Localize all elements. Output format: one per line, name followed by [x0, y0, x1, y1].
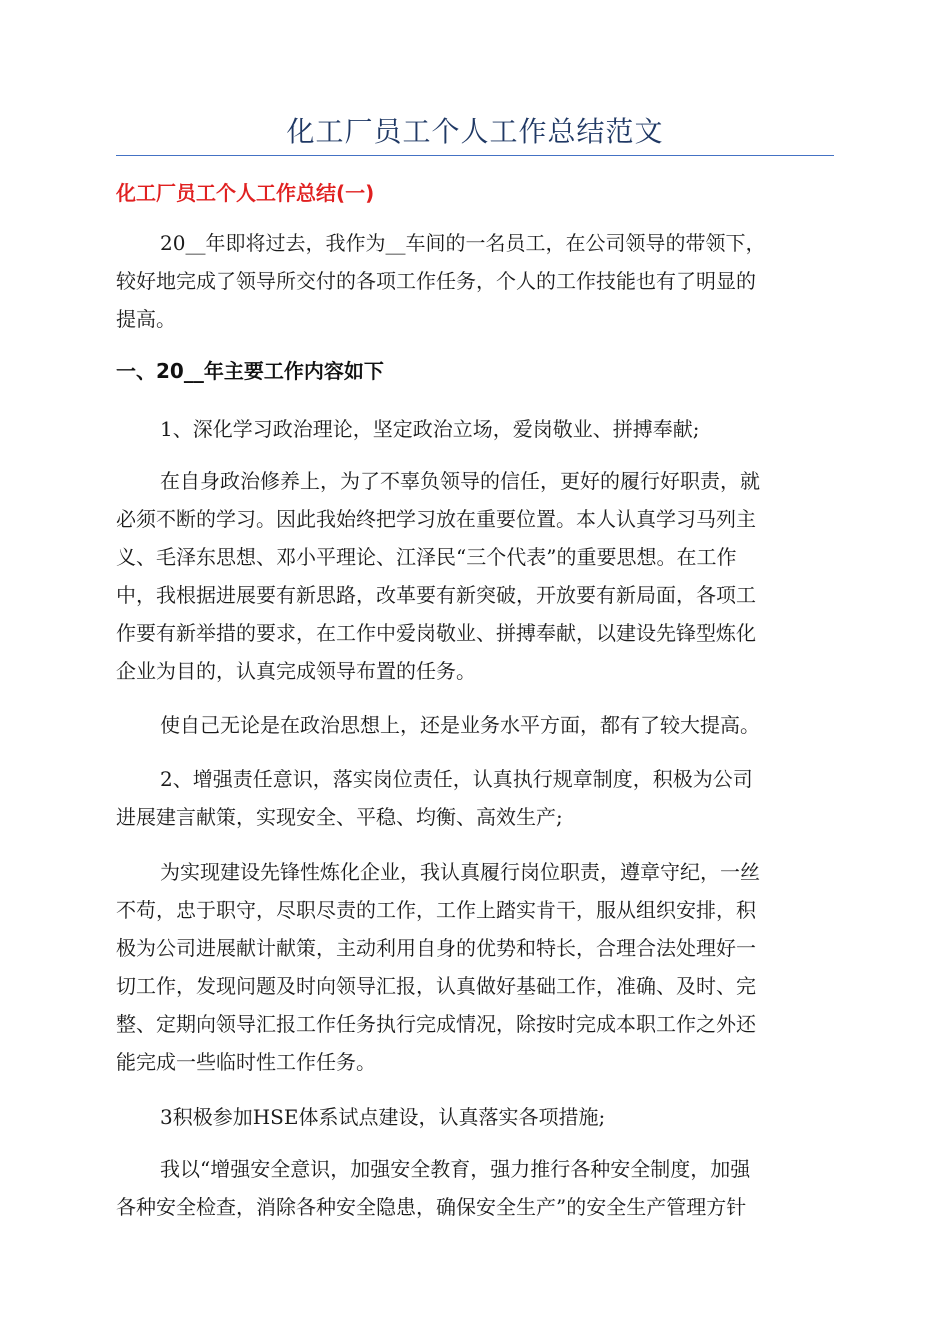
- paragraph-line: 为实现建设先锋性炼化企业，我认真履行岗位职责，遵章守纪，一丝: [160, 860, 760, 884]
- paragraph-line: 极为公司进展献计献策，主动利用自身的优势和特长，合理合法处理好一: [116, 936, 756, 960]
- paragraph-line: 我以“增强安全意识，加强安全教育，强力推行各种安全制度，加强: [160, 1157, 751, 1181]
- paragraph-line: 义、毛泽东思想、邓小平理论、江泽民“三个代表”的重要思想。在工作: [116, 545, 737, 569]
- paragraph-line: 必须不断的学习。因此我始终把学习放在重要位置。本人认真学习马列主: [116, 507, 756, 531]
- paragraph-line: 使自己无论是在政治思想上，还是业务水平方面，都有了较大提高。: [160, 713, 760, 737]
- paragraph-line: 不苟，忠于职守，尽职尽责的工作，工作上踏实肯干，服从组织安排，积: [116, 898, 756, 922]
- paragraph-line: 在自身政治修养上，为了不辜负领导的信任，更好的履行好职责，就: [160, 469, 760, 493]
- paragraph-line: 整、定期向领导汇报工作任务执行完成情况，除按时完成本职工作之外还: [116, 1012, 756, 1036]
- paragraph-line: 1、深化学习政治理论，坚定政治立场，爱岗敬业、拼搏奉献;: [160, 417, 700, 441]
- paragraph-line: 20__年即将过去，我作为__车间的一名员工，在公司领导的带领下，: [160, 231, 766, 255]
- paragraph-line: 2、增强责任意识，落实岗位责任，认真执行规章制度，积极为公司: [160, 767, 753, 791]
- intro-paragraph: [116, 224, 834, 338]
- title-underline: [116, 155, 834, 156]
- paragraph-line: 3积极参加HSE体系试点建设，认真落实各项措施;: [160, 1105, 606, 1129]
- paragraph-line: 能完成一些临时性工作任务。: [116, 1050, 376, 1074]
- item3-body-paragraph: [116, 1150, 834, 1226]
- paragraph-line: 提高。: [116, 307, 176, 331]
- paragraph-line: 中，我根据进展要有新思路，改革要有新突破，开放要有新局面，各项工: [116, 583, 756, 607]
- paragraph-line: 切工作，发现问题及时向领导汇报，认真做好基础工作，准确、及时、完: [116, 974, 756, 998]
- paragraph-line: 作要有新举措的要求，在工作中爱岗敬业、拼搏奉献，以建设先锋型炼化: [116, 621, 756, 645]
- paragraph-line: 进展建言献策，实现安全、平稳、均衡、高效生产;: [116, 805, 563, 829]
- item1-result-paragraph: [116, 706, 834, 744]
- item1-body-paragraph: [116, 462, 834, 690]
- sub-heading: 一、20__年主要工作内容如下: [116, 359, 384, 383]
- document-title: 化工厂员工个人工作总结范文: [286, 115, 664, 148]
- paragraph-line: 较好地完成了领导所交付的各项工作任务，个人的工作技能也有了明显的: [116, 269, 756, 293]
- item2-title-paragraph: [116, 760, 834, 836]
- item1-title-paragraph: [116, 410, 834, 448]
- item2-body-paragraph: [116, 853, 834, 1081]
- paragraph-line: 各种安全检查，消除各种安全隐患，确保安全生产”的安全生产管理方针: [116, 1195, 747, 1219]
- paragraph-line: 企业为目的，认真完成领导布置的任务。: [116, 659, 476, 683]
- section-heading: 化工厂员工个人工作总结(一): [116, 181, 375, 205]
- item3-title-paragraph: [116, 1098, 834, 1136]
